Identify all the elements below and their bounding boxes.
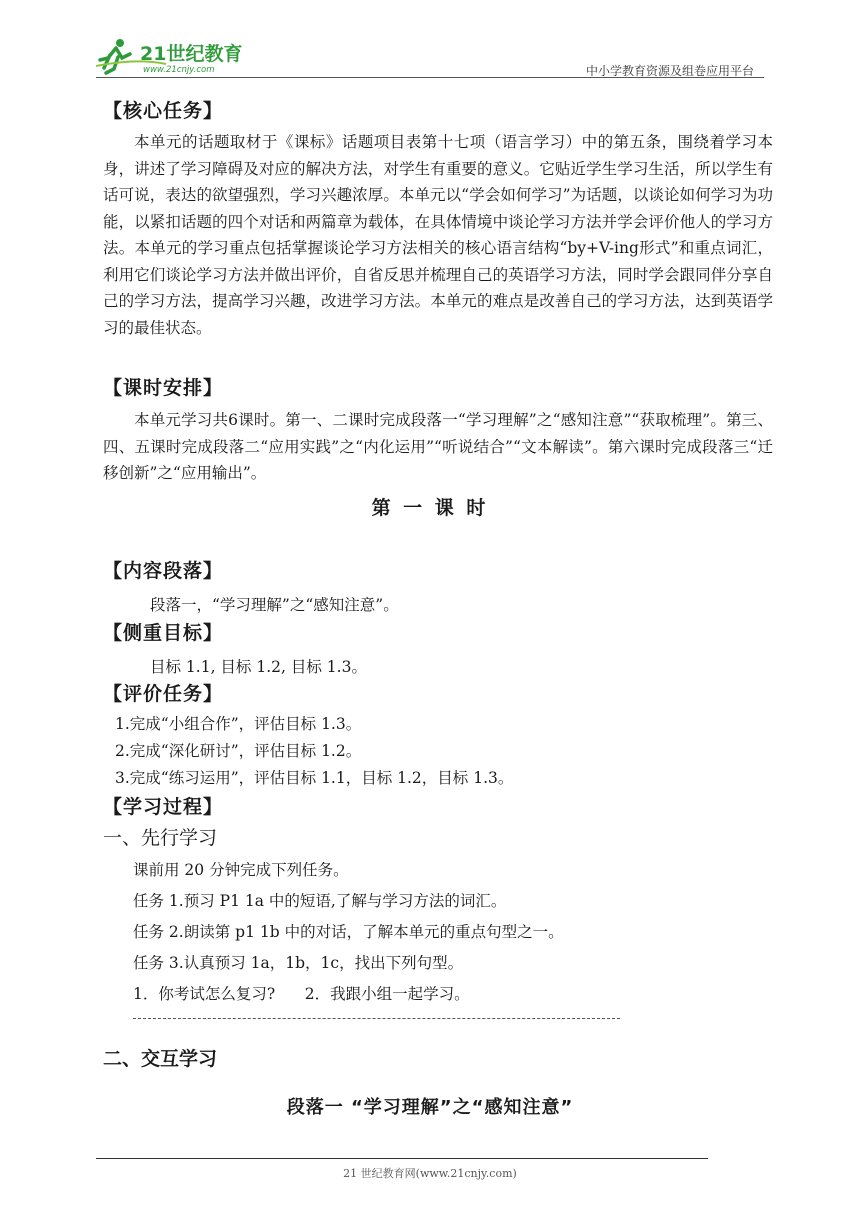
schedule-text: 本单元学习共6课时。第一、二课时完成段落一“学习理解”之“感知注意”“获取梳理”。第三、四、五课时完成段落二“应用实践”之“内化运用”“听说结合”“文本解读”。第六课时完成段落三“迁移创新”之“应用输出”。 xyxy=(103,411,773,482)
segment-title: 段落一 “学习理解”之“感知注意” xyxy=(286,1097,574,1118)
eval-item: 3.完成“练习运用”，评估目标 1.1，目标 1.2，目标 1.3。 xyxy=(115,769,514,787)
pre-study-item: 1．你考试怎么复习? 2．我跟小组一起学习。 xyxy=(133,985,470,1003)
pre-study-item: 任务 1.预习 P1 1a 中的短语,了解与学习方法的词汇。 xyxy=(133,892,507,910)
page-header xyxy=(96,34,764,78)
pre-study-item: 任务 2.朗读第 p1 1b 中的对话，了解本单元的重点句型之一。 xyxy=(133,923,564,941)
core-task-heading: 【核心任务】 xyxy=(103,100,224,122)
pre-study-heading: 一、先行学习 xyxy=(103,827,218,849)
core-task-text: 本单元的话题取材于《课标》话题项目表第十七项（语言学习）中的第五条，围绕着学习本身，讲述了学习障碍及对应的解决方法，对学生有重要的意义。它贴近学生学习生活，所以学生有话可说，表达的欲望强烈，学习兴趣浓厚。本单元以“学会如何学习”为话题，以谈论如何学习为功能，以紧扣话题的四个对话和两篇章为载体，在具体情境中谈论学习方法并学会评价他人的学习方法。本单元的学习重点包括掌握谈论学习方法相关的核心语言结构“by+V-ing形式”和重点词汇，利用它们谈论学习方法并做出评价，自省反思并梳理自己的英语学习方法，同时学会跟同伴分享自己的学习方法，提高学习兴趣，改进学习方法。本单元的难点是改善自己的学习方法，达到英语学习的最佳状态。 xyxy=(103,133,773,337)
header-platform-text: 中小学教育资源及组卷应用平台 xyxy=(585,64,754,78)
schedule-heading: 【课时安排】 xyxy=(103,377,224,399)
footer-text: 21 世纪教育网(www.21cnjy.com) xyxy=(343,1167,517,1180)
pre-study-item: 任务 3.认真预习 1a，1b，1c，找出下列句型。 xyxy=(133,954,464,972)
goal-text: 目标 1.1, 目标 1.2, 目标 1.3。 xyxy=(150,658,367,676)
footer-divider xyxy=(96,1158,708,1159)
answer-dashed-line xyxy=(133,1018,620,1019)
eval-item: 2.完成“深化研讨”，评估目标 1.2。 xyxy=(115,742,362,760)
pre-study-item: 课前用 20 分钟完成下列任务。 xyxy=(133,861,349,879)
interactive-heading: 二、交互学习 xyxy=(103,1048,218,1070)
header-divider xyxy=(96,77,764,78)
logo-wordmark: 21世纪教育 xyxy=(140,43,243,65)
logo-url: www.21cnjy.com xyxy=(143,65,215,75)
goal-heading: 【侧重目标】 xyxy=(103,622,224,644)
site-logo xyxy=(96,36,256,76)
content-text: 段落一，“学习理解”之“感知注意”。 xyxy=(150,596,399,614)
eval-heading: 【评价任务】 xyxy=(103,683,224,705)
lesson-title: 第 一 课 时 xyxy=(371,497,489,519)
process-heading: 【学习过程】 xyxy=(103,796,224,818)
schedule-paragraph xyxy=(103,407,773,487)
eval-item: 1.完成“小组合作”，评估目标 1.3。 xyxy=(115,715,362,733)
core-task-paragraph xyxy=(103,129,773,341)
content-heading: 【内容段落】 xyxy=(103,560,224,582)
